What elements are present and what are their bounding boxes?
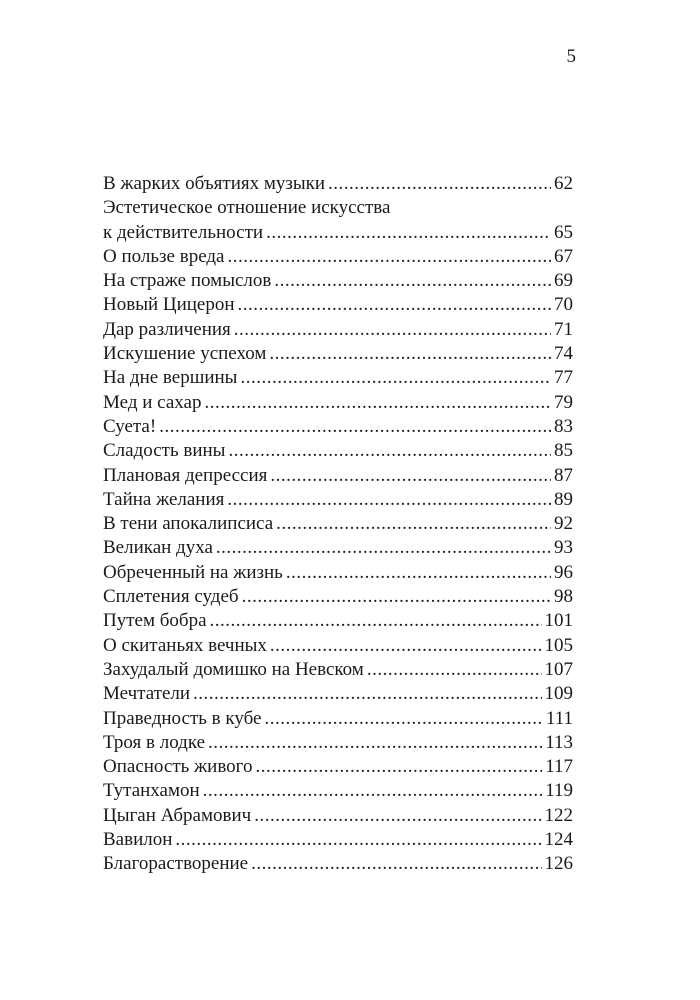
toc-entry-title: Захудалый домишко на Невском — [103, 658, 364, 680]
toc-entry-page: 79 — [554, 391, 573, 413]
toc-entry-page: 113 — [545, 731, 573, 753]
toc-entry-title: В жарких объятиях музыки — [103, 173, 326, 194]
toc-entry-page: 65 — [554, 221, 573, 243]
toc-entry — [103, 196, 573, 245]
toc-entry — [103, 245, 573, 269]
toc-entry-title: На дне вершины — [103, 367, 238, 389]
toc-entry-page: 117 — [545, 756, 573, 778]
toc-entry — [103, 464, 573, 488]
dot-leader — [228, 439, 551, 463]
toc-entry-title: Вавилон — [103, 829, 173, 851]
toc-entry — [103, 609, 573, 633]
toc-entry — [103, 415, 573, 439]
dot-leader — [328, 172, 551, 196]
toc-entry-page: 107 — [544, 658, 573, 680]
toc-entry-page: 124 — [544, 829, 573, 851]
dot-leader — [216, 536, 551, 560]
dot-leader — [264, 707, 542, 731]
toc-entry-title: Цыган Абрамович — [103, 804, 252, 826]
toc-entry-title: Обреченный на жизнь — [103, 561, 283, 583]
toc-entry — [103, 755, 573, 779]
toc-entry — [103, 488, 573, 512]
toc-entry — [103, 391, 573, 415]
toc-entry — [103, 293, 573, 317]
dot-leader — [159, 415, 551, 439]
toc-entry-title: Тайна желания — [103, 488, 225, 510]
toc-entry — [103, 731, 573, 755]
toc-entry-title-first-line: Эстетическое отношение искусства — [103, 197, 391, 219]
dot-leader — [208, 731, 542, 755]
dot-leader — [210, 609, 542, 633]
toc-entry — [103, 269, 573, 293]
toc-entry-page: 71 — [554, 318, 573, 340]
toc-entry — [103, 439, 573, 463]
toc-entry-title: Новый Цицерон — [103, 294, 235, 316]
toc-entry-page: 111 — [545, 707, 573, 729]
toc-entry-page: 92 — [554, 513, 573, 535]
toc-entry-title: О пользе вреда — [103, 245, 225, 267]
toc-entry-page: 122 — [544, 804, 573, 826]
dot-leader — [270, 634, 542, 658]
toc-entry-title: к действительности — [103, 221, 264, 243]
toc-entry — [103, 585, 573, 609]
toc-entry — [103, 779, 573, 803]
dot-leader — [240, 366, 551, 390]
toc-entry-page: 109 — [544, 683, 573, 705]
toc-entry-title: Великан духа — [103, 537, 213, 559]
dot-leader — [286, 561, 551, 585]
dot-leader — [175, 828, 541, 852]
dot-leader — [274, 269, 551, 293]
toc-entry — [103, 828, 573, 852]
toc-entry-page: 62 — [554, 173, 573, 194]
dot-leader — [238, 293, 551, 317]
toc-entry-title: Благорастворение — [103, 853, 249, 875]
toc-entry-title: На страже помыслов — [103, 270, 272, 292]
toc-entry-page: 83 — [554, 415, 573, 437]
toc-entry-title: Искушение успехом — [103, 343, 267, 365]
toc-entry-page: 74 — [554, 343, 573, 365]
page-number: 5 — [566, 46, 576, 67]
toc-entry-title: Сладость вины — [103, 440, 226, 462]
dot-leader — [256, 755, 543, 779]
toc-entry-title: Опасность живого — [103, 756, 253, 778]
dot-leader — [270, 464, 551, 488]
toc-entry — [103, 318, 573, 342]
toc-entry — [103, 804, 573, 828]
dot-leader — [234, 318, 551, 342]
dot-leader — [266, 221, 551, 245]
toc-entry-page: 93 — [554, 537, 573, 559]
toc-entry-page: 119 — [545, 780, 573, 802]
toc-entry-title: Суета! — [103, 415, 157, 437]
toc-entry-page: 89 — [554, 488, 573, 510]
toc-entry — [103, 707, 573, 731]
dot-leader — [227, 488, 551, 512]
toc-entry-title: О скитаньях вечных — [103, 634, 267, 656]
toc-entry-title: Троя в лодке — [103, 731, 206, 753]
toc-entry — [103, 342, 573, 366]
toc-entry — [103, 172, 573, 196]
toc-entry-page: 87 — [554, 464, 573, 486]
toc-entry — [103, 658, 573, 682]
toc-entry-title: Дар различения — [103, 318, 231, 340]
toc-entry-page: 70 — [554, 294, 573, 316]
toc-entry-title: Праведность в кубе — [103, 707, 262, 729]
toc-entry-page: 96 — [554, 561, 573, 583]
toc-entry-page: 105 — [544, 634, 573, 656]
toc-entry-page: 101 — [544, 610, 573, 632]
toc-entry-page: 98 — [554, 586, 573, 608]
toc-entry — [103, 634, 573, 658]
toc-entry-page: 67 — [554, 245, 573, 267]
toc-entry-title: Мед и сахар — [103, 391, 202, 413]
toc-entry-title: Тутанхамон — [103, 780, 200, 802]
dot-leader — [367, 658, 542, 682]
toc-entry-title: В тени апокалипсиса — [103, 513, 274, 535]
dot-leader — [276, 512, 551, 536]
toc-entry — [103, 366, 573, 390]
dot-leader — [269, 342, 551, 366]
toc-entry-page: 85 — [554, 440, 573, 462]
toc-entry-title: Мечтатели — [103, 683, 191, 705]
toc-entry-title: Сплетения судеб — [103, 586, 239, 608]
dot-leader — [203, 779, 543, 803]
dot-leader — [242, 585, 551, 609]
dot-leader — [251, 852, 541, 876]
dot-leader — [227, 245, 551, 269]
dot-leader — [204, 391, 551, 415]
dot-leader — [193, 682, 541, 706]
toc-entry-page: 77 — [554, 367, 573, 389]
dot-leader — [254, 804, 541, 828]
toc-entry — [103, 561, 573, 585]
toc-entry — [103, 512, 573, 536]
table-of-contents — [103, 172, 573, 877]
toc-entry-page: 126 — [544, 853, 573, 875]
toc-entry-page: 69 — [554, 270, 573, 292]
toc-entry-title: Путем бобра — [103, 610, 207, 632]
toc-entry — [103, 536, 573, 560]
toc-entry — [103, 852, 573, 876]
toc-entry-title: Плановая депрессия — [103, 464, 268, 486]
toc-entry — [103, 682, 573, 706]
